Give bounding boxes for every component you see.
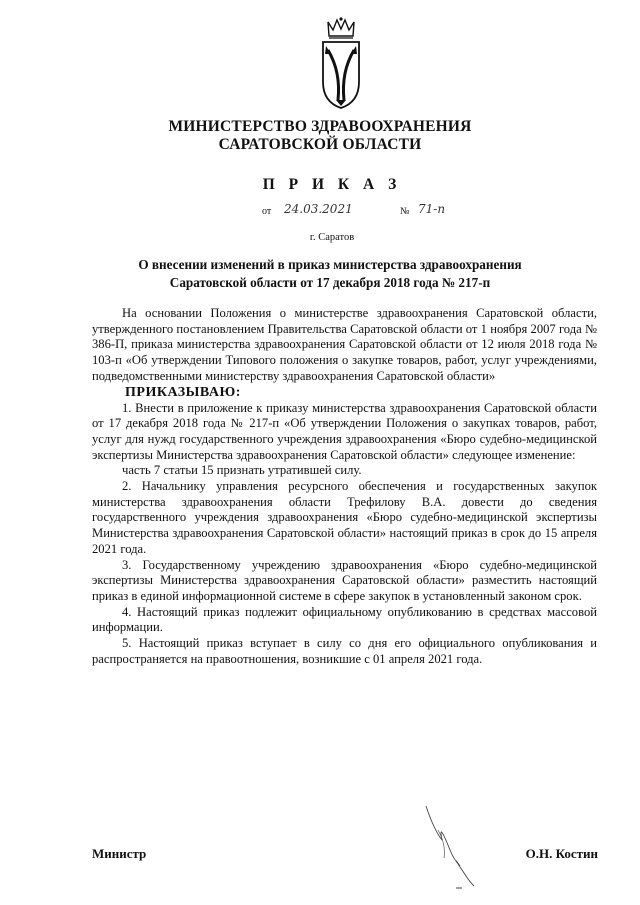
signatory-name: О.Н. Костин	[525, 846, 598, 861]
item-2-paragraph: 2. Начальнику управления ресурсного обеспечения и государственных закупок министерства здравоохранения области Трефилову В.А. довести до сведения государственного учреждения здравоохранения «Бюро судебно-медицинской экспертизы Министерства здравоохранения Саратовской области» настоящий приказ в срок до 15 апреля 2021 года.	[92, 479, 597, 556]
order-body	[92, 306, 597, 667]
item-1-sub-paragraph: часть 7 статьи 15 признать утратившей силу.	[122, 463, 362, 478]
order-date-handwritten: 24.03.2021	[284, 202, 353, 216]
handwritten-signature-icon	[420, 800, 480, 890]
subject-line-1: О внесении изменений в приказ министерства здравоохранения	[138, 257, 522, 272]
decree-word: ПРИКАЗЫВАЮ:	[125, 384, 241, 400]
ministry-name	[0, 118, 640, 154]
item-4-paragraph: 4. Настоящий приказ подлежит официальному опубликованию в средствах массовой информации.	[92, 604, 597, 635]
order-title: П Р И К А З	[262, 176, 402, 193]
order-subject	[60, 256, 600, 292]
ministry-line-2: САРАТОВСКОЙ ОБЛАСТИ	[218, 136, 422, 153]
subject-line-2: Саратовской области от 17 декабря 2018 года № 217-п	[169, 275, 491, 290]
item-1-paragraph: 1. Внести в приложение к приказу министерства здравоохранения Саратовской области от 17 декабря 2018 года № 217-п «Об утверждении Положения о закупках товаров, работ, услуг для нужд государственного учреждения здравоохранения «Бюро судебно-медицинской экспертизы Министерства здравоохранения Саратовской области» следующее изменение:	[92, 400, 597, 462]
date-prefix: от	[262, 206, 272, 217]
order-dateline	[262, 202, 522, 222]
item-3-paragraph: 3. Государственному учреждению здравоохранения «Бюро судебно-медицинской экспертизы Министерства здравоохранения Саратовской области» разместить настоящий приказ в единой информационной системе в сфере закупок в установленный законом срок.	[92, 557, 597, 603]
ministry-line-1: МИНИСТЕРСТВО ЗДРАВООХРАНЕНИЯ	[168, 118, 472, 135]
number-prefix: №	[400, 206, 410, 217]
signatory-role: Министр	[92, 846, 147, 861]
order-number-handwritten: 71-п	[418, 202, 446, 216]
city: г. Саратов	[309, 232, 355, 243]
preamble-paragraph: На основании Положения о министерстве здравоохранения Саратовской области, утвержденного постановлением Правительства Саратовской области от 1 ноября 2007 года № 386-П, приказа министерства здравоохранения Саратовской области от 12 июля 2018 года № 103-п «Об утверждении Типового положения о закупке товаров, работ, услуг учреждениями, подведомственными министерству здравоохранения Саратовской области»	[92, 306, 597, 383]
item-5-paragraph: 5. Настоящий приказ вступает в силу со дня его официального опубликования и распространяется на правоотношения, возникшие с 01 апреля 2021 года.	[92, 636, 597, 666]
saratov-coat-of-arms-icon	[316, 16, 366, 112]
